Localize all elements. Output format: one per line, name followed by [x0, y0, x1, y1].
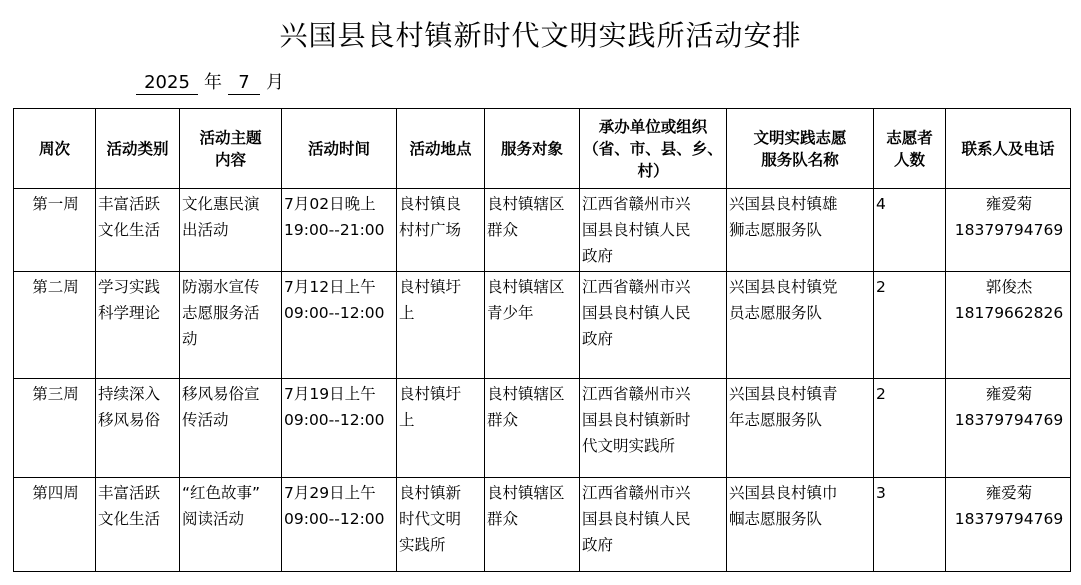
cell-target: 良村镇辖区 群众	[485, 189, 580, 272]
month-value: 7	[228, 72, 260, 95]
cell-organizer: 江西省赣州市兴 国县良村镇人民 政府	[580, 189, 727, 272]
header-category: 活动类别	[96, 109, 180, 189]
cell-topic: 防溺水宣传 志愿服务活 动	[180, 272, 282, 379]
year-unit: 年	[204, 72, 222, 93]
header-target: 服务对象	[485, 109, 580, 189]
header-time: 活动时间	[282, 109, 397, 189]
cell-team: 兴国县良村镇巾 帼志愿服务队	[727, 478, 874, 572]
header-team: 文明实践志愿 服务队名称	[727, 109, 874, 189]
contact-name: 郭俊杰	[985, 278, 1033, 296]
cell-topic: “红色故事” 阅读活动	[180, 478, 282, 572]
contact-phone: 18379794769	[954, 221, 1064, 239]
cell-category: 持续深入 移风易俗	[96, 379, 180, 478]
year-value: 2025	[136, 72, 198, 95]
header-contact: 联系人及电话	[946, 109, 1071, 189]
header-volunteers: 志愿者 人数	[874, 109, 946, 189]
cell-contact	[946, 478, 1071, 572]
cell-place: 良村镇良 村村广场	[397, 189, 485, 272]
cell-team: 兴国县良村镇雄 狮志愿服务队	[727, 189, 874, 272]
cell-target: 良村镇辖区 群众	[485, 379, 580, 478]
cell-category: 丰富活跃 文化生活	[96, 189, 180, 272]
contact-name: 雍爱菊	[985, 385, 1033, 403]
contact-name: 雍爱菊	[985, 195, 1033, 213]
cell-target: 良村镇辖区 群众	[485, 478, 580, 572]
table-row	[14, 272, 1071, 379]
cell-time: 7月29日上午 09:00--12:00	[282, 478, 397, 572]
table-row	[14, 478, 1071, 572]
cell-contact	[946, 189, 1071, 272]
cell-week: 第一周	[14, 189, 96, 272]
cell-category: 学习实践 科学理论	[96, 272, 180, 379]
cell-target: 良村镇辖区 青少年	[485, 272, 580, 379]
cell-time: 7月19日上午 09:00--12:00	[282, 379, 397, 478]
cell-week: 第四周	[14, 478, 96, 572]
cell-topic: 移风易俗宣 传活动	[180, 379, 282, 478]
cell-volunteers: 4	[874, 189, 946, 272]
cell-topic: 文化惠民演 出活动	[180, 189, 282, 272]
cell-place: 良村镇新 时代文明 实践所	[397, 478, 485, 572]
cell-contact	[946, 379, 1071, 478]
header-topic: 活动主题 内容	[180, 109, 282, 189]
cell-contact	[946, 272, 1071, 379]
cell-time: 7月02日晚上 19:00--21:00	[282, 189, 397, 272]
contact-phone: 18179662826	[954, 304, 1064, 322]
table-row	[14, 189, 1071, 272]
cell-volunteers: 3	[874, 478, 946, 572]
cell-category: 丰富活跃 文化生活	[96, 478, 180, 572]
table-row	[14, 379, 1071, 478]
cell-team: 兴国县良村镇党 员志愿服务队	[727, 272, 874, 379]
cell-organizer: 江西省赣州市兴 国县良村镇人民 政府	[580, 272, 727, 379]
cell-place: 良村镇圩 上	[397, 379, 485, 478]
table-header-row	[14, 109, 1071, 189]
cell-week: 第二周	[14, 272, 96, 379]
month-unit: 月	[266, 72, 284, 93]
cell-week: 第三周	[14, 379, 96, 478]
contact-name: 雍爱菊	[985, 484, 1033, 502]
cell-organizer: 江西省赣州市兴 国县良村镇新时 代文明实践所	[580, 379, 727, 478]
page-title: 兴国县良村镇新时代文明实践所活动安排	[279, 19, 802, 52]
header-place: 活动地点	[397, 109, 485, 189]
cell-volunteers: 2	[874, 272, 946, 379]
cell-time: 7月12日上午 09:00--12:00	[282, 272, 397, 379]
contact-phone: 18379794769	[954, 411, 1064, 429]
header-organizer: 承办单位或组织 （省、市、县、乡、 村）	[580, 109, 727, 189]
schedule-table	[13, 108, 1071, 572]
cell-organizer: 江西省赣州市兴 国县良村镇人民 政府	[580, 478, 727, 572]
dateline	[136, 68, 290, 95]
cell-place: 良村镇圩 上	[397, 272, 485, 379]
cell-volunteers: 2	[874, 379, 946, 478]
cell-team: 兴国县良村镇青 年志愿服务队	[727, 379, 874, 478]
contact-phone: 18379794769	[954, 510, 1064, 528]
header-week: 周次	[14, 109, 96, 189]
